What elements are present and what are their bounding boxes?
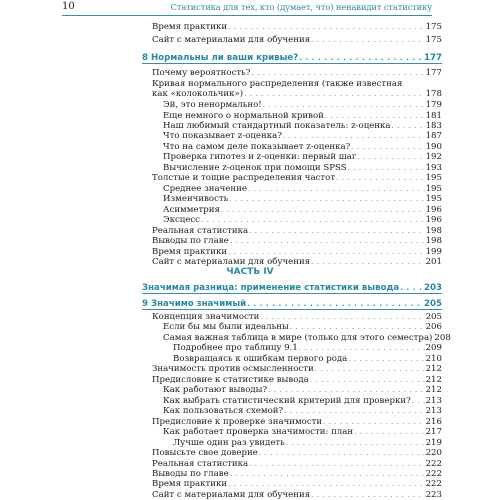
section-rule xyxy=(142,309,442,310)
toc-entry-title: Эксцесс xyxy=(163,215,200,225)
toc-entry-page: 196 xyxy=(425,205,442,215)
toc-dot-leader xyxy=(286,439,425,448)
toc-dot-leader xyxy=(259,449,425,458)
toc-chapter-entry xyxy=(142,299,442,309)
toc-entry-title: Время практики xyxy=(152,247,228,257)
section-rule xyxy=(142,293,442,294)
toc-entry xyxy=(152,375,442,385)
toc-entry-page: 196 xyxy=(425,215,442,225)
toc-entry-title: Выводы по главе xyxy=(152,469,229,479)
toc-entry-title: Как пользоваться схемой? xyxy=(163,406,284,416)
toc-entry-title: Эй, это ненормально! xyxy=(163,100,262,110)
toc-entry xyxy=(152,257,442,267)
toc-entry-page: 205 xyxy=(424,299,442,309)
toc-entry-page: 199 xyxy=(425,247,442,257)
toc-dot-leader xyxy=(284,407,425,416)
toc-dot-leader xyxy=(311,491,424,500)
toc-entry xyxy=(152,35,442,45)
toc-entry-title: Реальная статистика xyxy=(152,226,249,236)
toc-entry-title: Значимая разница: применение статистики вывода xyxy=(142,283,400,293)
toc-entry-title: Выводы по главе xyxy=(152,236,229,246)
toc-entry-title: Почему вероятность? xyxy=(152,68,251,78)
toc-entry-title: Значимость против осмысленности xyxy=(152,364,314,374)
toc-dot-leader xyxy=(315,365,425,374)
toc-entry-page: 177 xyxy=(424,53,442,63)
toc-entry-title: Наш любимый стандартный показатель: z-оценка xyxy=(163,121,391,131)
toc-entry-title: Самая важная таблица в мире (только для этого семестра) xyxy=(163,333,433,343)
toc-entry-title: Толстые и тощие распределения частот xyxy=(152,173,336,183)
toc-entry xyxy=(163,333,451,343)
toc-entry-title: Вычисление z-оценок при помощи SPSS xyxy=(163,163,347,173)
toc-entry-page: 212 xyxy=(425,375,442,385)
toc-entry-title: Что показывает z-оценка? xyxy=(163,131,282,141)
toc-entry-page: 181 xyxy=(425,111,442,121)
toc-entry-title: 9 Значимо значимый xyxy=(142,299,247,309)
toc-entry-title: Предисловие к статистике вывода xyxy=(152,375,309,385)
toc-entry-page: 217 xyxy=(425,427,442,437)
toc-entry-page: 198 xyxy=(425,236,442,246)
toc-entry-page: 206 xyxy=(425,322,442,332)
toc-entry xyxy=(152,490,442,500)
toc-entry-page: 213 xyxy=(425,396,442,406)
toc-entry-title: Как работают выводы? xyxy=(163,385,268,395)
toc-entry xyxy=(163,406,442,416)
toc-dot-leader xyxy=(311,258,424,267)
toc-entry-page: 208 xyxy=(434,333,451,343)
running-title: Статистика для тех, кто (думает, что) ненавидит статистику xyxy=(170,2,432,12)
toc-dot-leader xyxy=(263,101,425,110)
toc-dot-leader xyxy=(354,428,424,437)
toc-entry-title: Сайт с материалами для обучения xyxy=(152,490,311,500)
toc-dot-leader xyxy=(283,132,425,141)
toc-entry xyxy=(163,111,442,121)
toc-entry xyxy=(163,205,442,215)
toc-entry xyxy=(163,322,442,332)
toc-entry-page: 222 xyxy=(425,469,442,479)
toc-entry-page: 195 xyxy=(425,194,442,204)
toc-entry xyxy=(152,479,442,489)
toc-dot-leader xyxy=(247,300,423,309)
part-heading: ЧАСТЬ IV xyxy=(226,267,274,277)
toc-entry-title: 8 Нормальны ли ваши кривые? xyxy=(142,53,299,63)
toc-entry xyxy=(152,89,442,99)
toc-entry-title: Лучше один раз увидеть xyxy=(173,438,285,448)
toc-entry xyxy=(163,215,442,225)
toc-dot-leader xyxy=(230,470,425,479)
toc-entry-title: Сайт с материалами для обучения xyxy=(152,35,311,45)
toc-entry xyxy=(152,417,442,427)
toc-entry-page: 179 xyxy=(425,100,442,110)
toc-entry-title: Среднее значение xyxy=(163,184,247,194)
toc-entry-title: Предисловие к проверке значимости xyxy=(152,417,323,427)
toc-entry-page: 193 xyxy=(425,163,442,173)
toc-entry xyxy=(163,184,442,194)
toc-entry-page: 175 xyxy=(425,22,442,32)
toc-entry-page: 210 xyxy=(425,354,442,364)
toc-dot-leader xyxy=(392,122,425,131)
toc-entry-title: Сайт с материалами для обучения xyxy=(152,257,311,267)
toc-chapter-entry xyxy=(142,53,442,63)
toc-dot-leader xyxy=(228,248,425,257)
toc-entry xyxy=(163,121,442,131)
toc-entry-page: 216 xyxy=(425,417,442,427)
toc-dot-leader xyxy=(348,355,424,364)
toc-dot-leader xyxy=(228,23,425,32)
toc-dot-leader xyxy=(412,397,425,406)
toc-dot-leader xyxy=(229,195,424,204)
toc-dot-leader xyxy=(348,164,425,173)
toc-entry xyxy=(152,247,442,257)
toc-dot-leader xyxy=(311,36,424,45)
toc-entry xyxy=(163,385,442,395)
toc-entry xyxy=(163,100,442,110)
toc-entry-title: Как выбрать статистический критерий для проверки? xyxy=(163,396,411,406)
toc-entry-page: 222 xyxy=(425,459,442,469)
toc-entry-page: 212 xyxy=(425,385,442,395)
toc-entry-title: Время практики xyxy=(152,479,228,489)
toc-entry xyxy=(173,438,442,448)
toc-dot-leader xyxy=(248,185,425,194)
toc-entry xyxy=(163,131,442,141)
page-number: 10 xyxy=(62,1,75,12)
toc-entry-title: Как работает проверка значимости: план xyxy=(163,427,354,437)
toc-dot-leader xyxy=(260,313,424,322)
toc-entry xyxy=(163,152,442,162)
toc-entry xyxy=(163,194,442,204)
toc-entry-page: 183 xyxy=(425,121,442,131)
toc-dot-leader xyxy=(400,284,423,293)
toc-dot-leader xyxy=(249,460,424,469)
toc-entry-page: 209 xyxy=(425,343,442,353)
toc-entry-page: 223 xyxy=(425,490,442,500)
toc-entry-page: 220 xyxy=(425,448,442,458)
toc-entry-title: Изменчивость xyxy=(163,194,229,204)
toc-entry-page: 187 xyxy=(425,131,442,141)
toc-entry-page: 201 xyxy=(425,257,442,267)
toc-entry-title: Время практики xyxy=(152,22,228,32)
toc-dot-leader xyxy=(299,344,425,353)
toc-entry xyxy=(152,364,442,374)
toc-entry xyxy=(163,142,442,152)
toc-entry-title: Реальная статистика xyxy=(152,459,249,469)
toc-entry-title: Асимметрия xyxy=(163,205,220,215)
toc-entry-title: как «колокольчик») xyxy=(152,89,244,99)
toc-entry-title: Возвращаясь к ошибкам первого рода xyxy=(173,354,348,364)
toc-dot-leader xyxy=(323,418,424,427)
toc-entry xyxy=(163,163,442,173)
toc-dot-leader xyxy=(221,206,425,215)
toc-entry-page: 203 xyxy=(424,283,442,293)
toc-entry-page: 175 xyxy=(425,35,442,45)
toc-dot-leader xyxy=(251,69,424,78)
toc-entry-page: 219 xyxy=(425,438,442,448)
toc-entry-page: 178 xyxy=(425,89,442,99)
toc-entry xyxy=(152,459,442,469)
toc-entry-title: Повысьте свое доверие xyxy=(152,448,258,458)
toc-entry xyxy=(163,427,442,437)
toc-dot-leader xyxy=(249,227,424,236)
toc-entry-page: 195 xyxy=(425,184,442,194)
toc-entry-page: 205 xyxy=(425,312,442,322)
toc-entry-page: 222 xyxy=(425,479,442,489)
toc-dot-leader xyxy=(336,174,424,183)
toc-entry-title: Проверка гипотез и z-оценки: первый шаг xyxy=(163,152,357,162)
toc-entry-title: Кривая нормального распределения (также известная xyxy=(152,79,403,89)
toc-entry xyxy=(152,236,442,246)
toc-chapter-entry xyxy=(142,283,442,293)
toc-entry xyxy=(152,448,442,458)
toc-entry-page: 192 xyxy=(425,152,442,162)
toc-entry-page: 177 xyxy=(425,68,442,78)
toc-entry xyxy=(152,312,442,322)
toc-dot-leader xyxy=(201,216,425,225)
toc-dot-leader xyxy=(325,112,425,121)
toc-entry-title: Еще немного о нормальной кривой xyxy=(163,111,324,121)
toc-entry xyxy=(152,79,442,89)
toc-entry xyxy=(173,354,442,364)
toc-entry-title: Если бы мы были идеальны xyxy=(163,322,289,332)
toc-dot-leader xyxy=(230,237,425,246)
toc-entry xyxy=(152,68,442,78)
toc-entry-title: Подробнее про таблицу 9.1 xyxy=(173,343,298,353)
toc-entry-title: Что на самом деле показывает z-оценка? xyxy=(163,142,351,152)
toc-entry-title: Концепция значимости xyxy=(152,312,260,322)
toc-dot-leader xyxy=(299,54,423,63)
toc-entry-page: 213 xyxy=(425,406,442,416)
toc-entry-page: 198 xyxy=(425,226,442,236)
toc-entry-page: 195 xyxy=(425,173,442,183)
toc-entry xyxy=(152,22,442,32)
toc-entry-page: 190 xyxy=(425,142,442,152)
toc-entry-page: 212 xyxy=(425,364,442,374)
toc-dot-leader xyxy=(268,386,424,395)
toc-dot-leader xyxy=(290,323,425,332)
toc-entry xyxy=(152,173,442,183)
toc-entry xyxy=(152,226,442,236)
toc-dot-leader xyxy=(310,376,425,385)
toc-dot-leader xyxy=(244,90,424,99)
toc-entry xyxy=(163,396,442,406)
toc-dot-leader xyxy=(228,480,425,489)
toc-entry xyxy=(173,343,442,353)
toc-dot-leader xyxy=(351,143,424,152)
toc-dot-leader xyxy=(357,153,424,162)
section-rule xyxy=(142,63,442,64)
toc-entry xyxy=(152,469,442,479)
